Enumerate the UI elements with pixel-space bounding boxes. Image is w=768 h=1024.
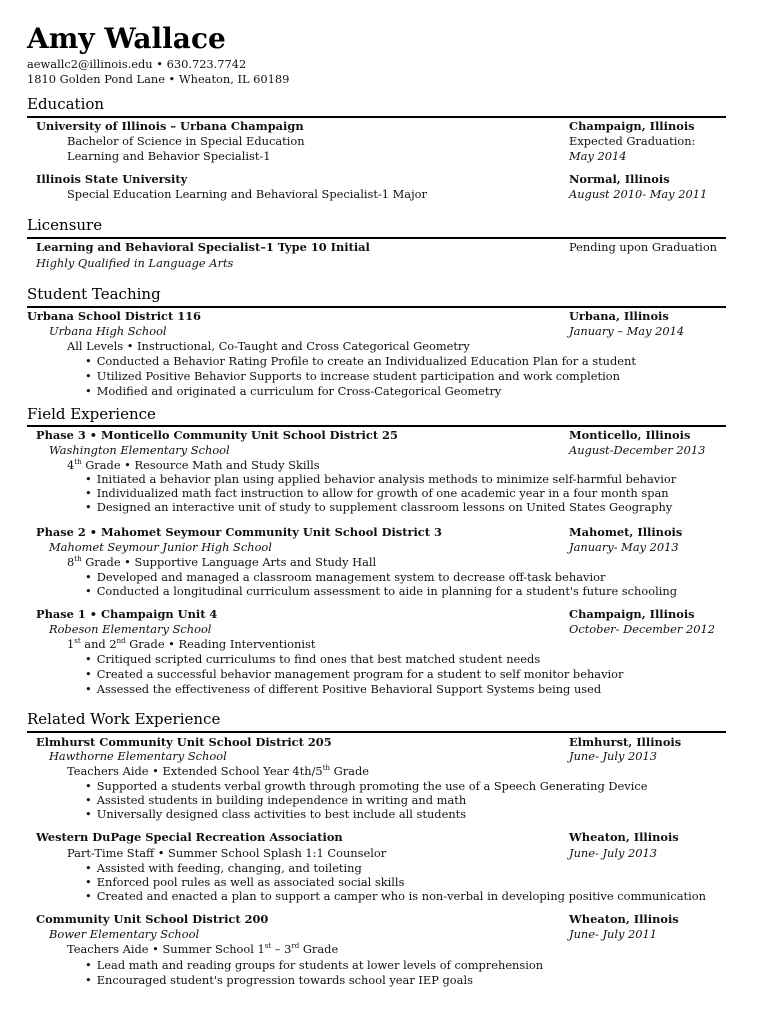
education-uiuc-grad-label: Expected Graduation: (569, 134, 696, 148)
education-isu-major: Special Education Learning and Behavioral Specialist-1 Major (67, 187, 427, 201)
section-title-education: Education (27, 95, 105, 113)
education-uiuc-school: University of Illinois – Urbana Champaign (36, 119, 304, 133)
list-item: • Lead math and reading groups for students at lower levels of comprehension (85, 958, 543, 973)
work-job3-location: Wheaton, Illinois (569, 912, 679, 926)
work-job3-school: Bower Elementary School (49, 927, 200, 941)
work-job1-role: Teachers Aide • Extended School Year 4th/5th Grade (67, 764, 370, 778)
list-item: • Designed an interactive unit of study to supplement classroom lessons on United States Geography (85, 500, 672, 515)
work-job2-dates: June- July 2013 (569, 846, 658, 860)
section-divider (27, 306, 726, 308)
work-job2-location: Wheaton, Illinois (569, 830, 679, 844)
list-item: • Created and enacted a plan to support a camper who is non-verbal in developing positive communication (85, 889, 706, 904)
student-teaching-school: Urbana High School (49, 324, 167, 338)
licensure-note: Highly Qualified in Language Arts (36, 256, 234, 270)
field-phase2-role: 8th Grade • Supportive Language Arts and Study Hall (67, 555, 377, 569)
section-title-work-experience: Related Work Experience (27, 710, 221, 728)
field-phase3-role: 4th Grade • Resource Math and Study Skills (67, 458, 320, 472)
education-uiuc-degree: Bachelor of Science in Special Education (67, 134, 305, 148)
field-phase2-dates: January- May 2013 (569, 540, 679, 554)
list-item: • Enforced pool rules as well as associated social skills (85, 875, 404, 890)
field-phase2-location: Mahomet, Illinois (569, 525, 683, 539)
section-divider (27, 237, 726, 239)
work-job1-org: Elmhurst Community Unit School District 205 (36, 735, 332, 749)
field-phase3-org: Phase 3 • Monticello Community Unit School District 25 (36, 428, 398, 442)
section-divider (27, 731, 726, 733)
section-title-student-teaching: Student Teaching (27, 285, 161, 303)
field-phase3-location: Monticello, Illinois (569, 428, 691, 442)
field-phase1-role: 1st and 2nd Grade • Reading Interventionist (67, 637, 316, 651)
field-phase1-school: Robeson Elementary School (49, 622, 212, 636)
candidate-name: Amy Wallace (27, 22, 226, 55)
student-teaching-location: Urbana, Illinois (569, 309, 669, 323)
contact-email-phone: aewallc2@illinois.edu • 630.723.7742 (27, 57, 247, 71)
section-title-licensure: Licensure (27, 216, 103, 234)
section-divider (27, 425, 726, 427)
field-phase2-org: Phase 2 • Mahomet Seymour Community Unit School District 3 (36, 525, 442, 539)
list-item: • Critiqued scripted curriculums to find ones that best matched student needs (85, 652, 540, 667)
list-item: • Utilized Positive Behavior Supports to increase student participation and work completion (85, 369, 620, 384)
field-phase3-school: Washington Elementary School (49, 443, 230, 457)
licensure-status: Pending upon Graduation (569, 240, 718, 254)
list-item: • Supported a students verbal growth through promoting the use of a Speech Generating Device (85, 779, 647, 794)
education-isu-location: Normal, Illinois (569, 172, 670, 186)
list-item: • Developed and managed a classroom management system to decrease off-task behavior (85, 570, 605, 585)
work-job3-role: Teachers Aide • Summer School 1st – 3rd Grade (67, 942, 339, 956)
education-uiuc-specialization: Learning and Behavior Specialist-1 (67, 149, 271, 163)
list-item: • Assisted with feeding, changing, and toileting (85, 861, 362, 876)
contact-info (27, 57, 289, 87)
section-title-field-experience: Field Experience (27, 405, 156, 423)
list-item: • Individualized math fact instruction to allow for growth of one academic year in a four month span (85, 486, 669, 501)
education-isu-school: Illinois State University (36, 172, 188, 186)
list-item: • Assessed the effectiveness of different Positive Behavioral Support Systems being used (85, 682, 601, 697)
work-job1-dates: June- July 2013 (569, 749, 658, 763)
field-phase3-dates: August-December 2013 (569, 443, 706, 457)
list-item: • Assisted students in building independence in writing and math (85, 793, 466, 808)
list-item: • Modified and originated a curriculum for Cross-Categorical Geometry (85, 384, 501, 399)
work-job3-dates: June- July 2011 (569, 927, 658, 941)
list-item: • Conducted a longitudinal curriculum assessment to aide in planning for a student's future schooling (85, 584, 677, 599)
field-phase1-dates: October- December 2012 (569, 622, 715, 636)
contact-address: 1810 Golden Pond Lane • Wheaton, IL 60189 (27, 72, 290, 86)
work-job2-org: Western DuPage Special Recreation Association (36, 830, 343, 844)
field-phase2-school: Mahomet Seymour Junior High School (49, 540, 272, 554)
work-job3-org: Community Unit School District 200 (36, 912, 269, 926)
education-uiuc-grad-date: May 2014 (569, 149, 627, 163)
education-uiuc-location: Champaign, Illinois (569, 119, 695, 133)
work-job1-location: Elmhurst, Illinois (569, 735, 682, 749)
student-teaching-org: Urbana School District 116 (27, 309, 201, 323)
student-teaching-dates: January – May 2014 (569, 324, 685, 338)
list-item: • Conducted a Behavior Rating Profile to create an Individualized Education Plan for a student (85, 354, 636, 369)
work-job2-role: Part-Time Staff • Summer School Splash 1:1 Counselor (67, 846, 387, 860)
section-divider (27, 116, 726, 118)
field-phase1-location: Champaign, Illinois (569, 607, 695, 621)
work-job1-school: Hawthorne Elementary School (49, 749, 227, 763)
education-isu-dates: August 2010- May 2011 (569, 187, 708, 201)
list-item: • Created a successful behavior management program for a student to self monitor behavior (85, 667, 623, 682)
licensure-name: Learning and Behavioral Specialist–1 Type 10 Initial (36, 240, 370, 254)
list-item: • Universally designed class activities to best include all students (85, 807, 466, 822)
field-phase1-org: Phase 1 • Champaign Unit 4 (36, 607, 218, 621)
list-item: • Encouraged student's progression towards school year IEP goals (85, 973, 473, 988)
student-teaching-role: All Levels • Instructional, Co-Taught and Cross Categorical Geometry (67, 339, 470, 353)
list-item: • Initiated a behavior plan using applied behavior analysis methods to minimize self-harmful behavior (85, 472, 676, 487)
